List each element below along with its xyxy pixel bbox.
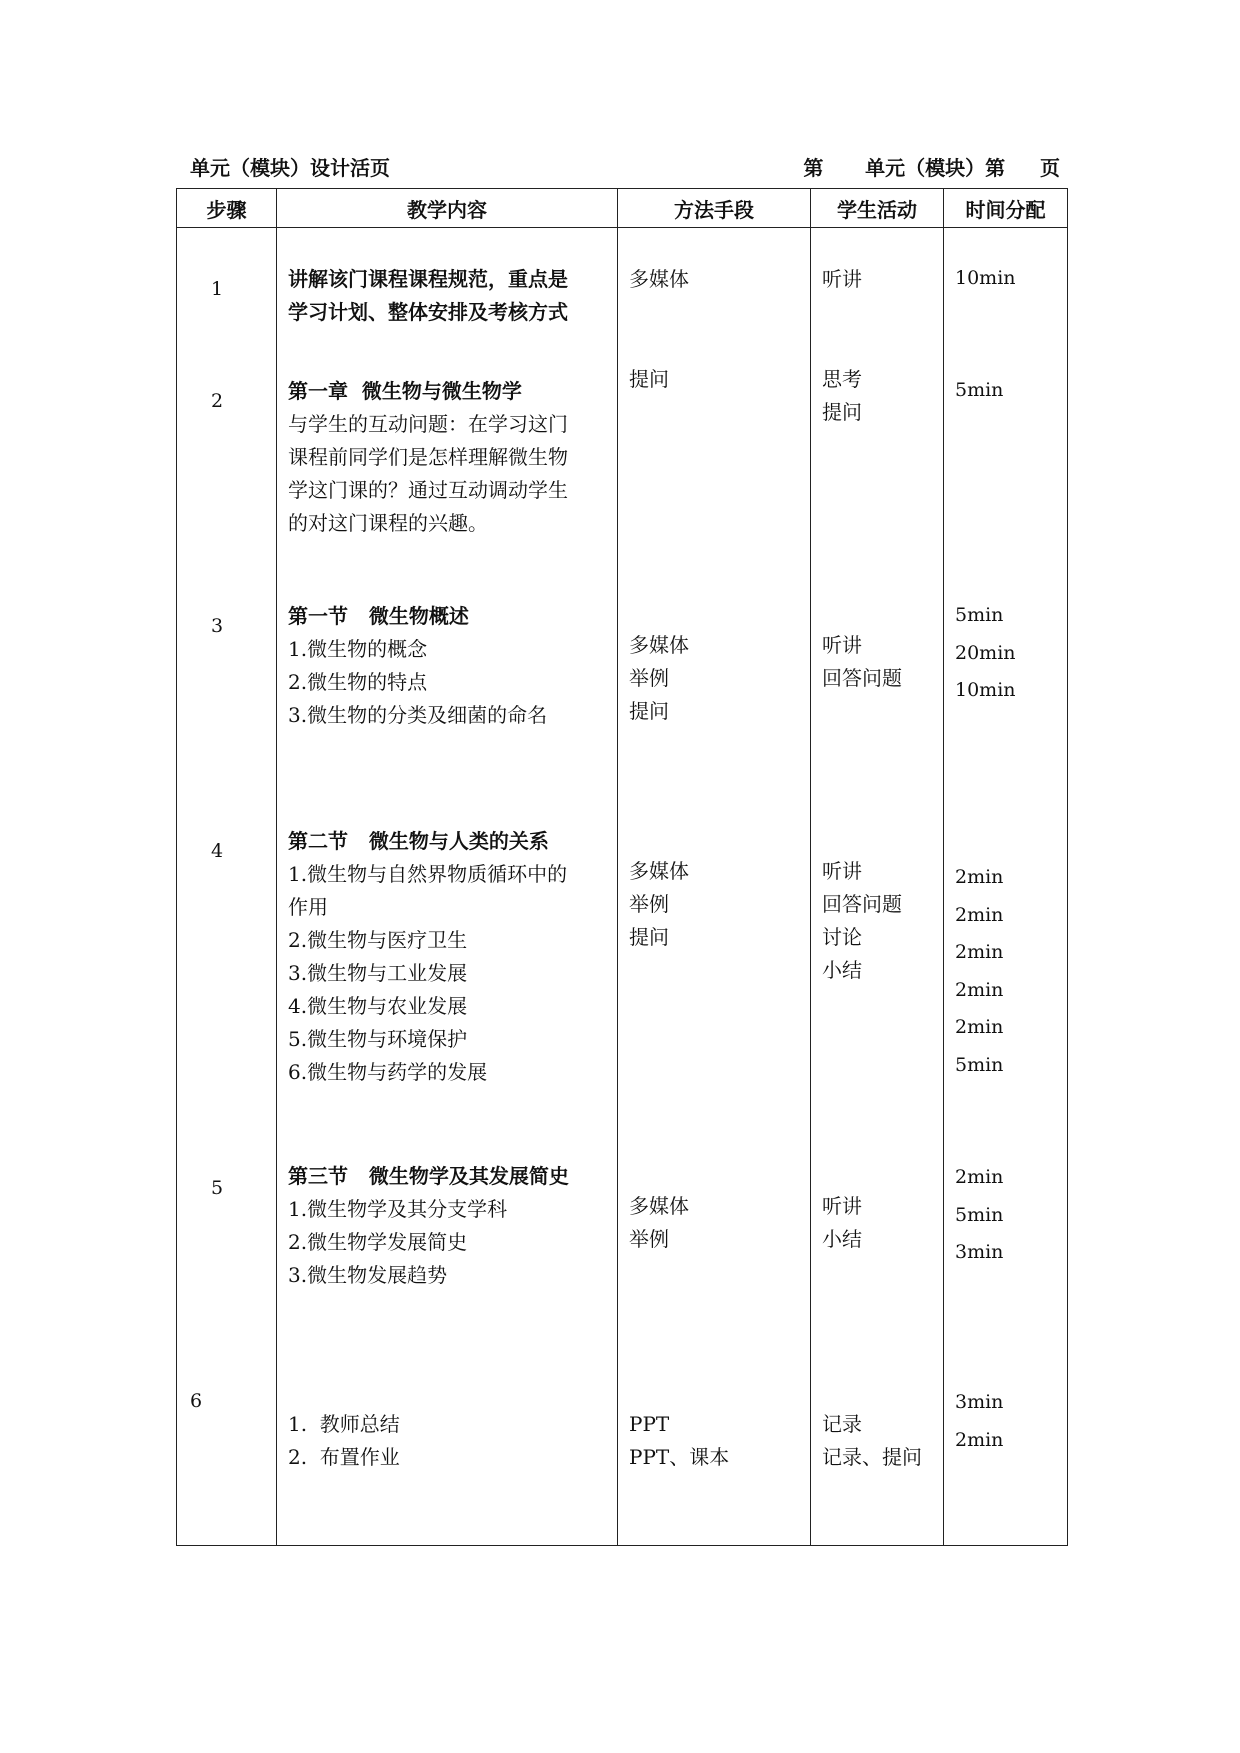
time-item: 2min — [955, 978, 1004, 1001]
step-2-activities — [822, 363, 862, 429]
column-header-step: 步骤 — [177, 189, 277, 228]
time-item: 2min — [955, 903, 1004, 926]
content-line: 的对这门课程的兴趣。 — [288, 511, 488, 535]
content-line: 4.微生物与农业发展 — [288, 994, 468, 1018]
step-6-methods — [629, 1408, 729, 1474]
time-item: 5min — [955, 1053, 1004, 1076]
header-row — [177, 189, 1068, 228]
time-item: 3min — [955, 1241, 1004, 1263]
content-title: 第一章 微生物与微生物学 — [288, 379, 522, 403]
time-item: 5min — [955, 1203, 1004, 1226]
content-line: 2. 布置作业 — [288, 1445, 400, 1469]
content-line: 1.微生物的概念 — [288, 637, 428, 661]
step-3-activities — [822, 629, 902, 695]
step-6-times — [955, 1384, 1003, 1459]
content-title: 讲解该门课程课程规范，重点是 — [288, 267, 568, 291]
content-line: 3.微生物的分类及细菌的命名 — [288, 703, 548, 727]
step-number: 5 — [211, 1177, 224, 1199]
time-item: 10min — [955, 267, 1016, 289]
content-line: 课程前同学们是怎样理解微生物 — [288, 445, 568, 469]
step-number: 4 — [211, 840, 224, 862]
column-header-activity: 学生活动 — [811, 189, 944, 228]
time-column — [944, 228, 1068, 1546]
method-item: 举例 — [629, 892, 669, 916]
time-item: 2min — [955, 1428, 1004, 1451]
step-2-methods — [629, 363, 669, 396]
step-6-activities — [822, 1408, 922, 1474]
time-item: 20min — [955, 641, 1016, 664]
content-line: 2.微生物与医疗卫生 — [288, 928, 468, 952]
step-1-content — [288, 263, 568, 329]
activity-column — [811, 228, 944, 1546]
content-title: 学习计划、整体安排及考核方式 — [288, 300, 568, 324]
activity-item: 小结 — [822, 1227, 862, 1251]
time-item: 2min — [955, 1166, 1004, 1188]
method-item: PPT、课本 — [629, 1445, 730, 1469]
activity-item: 听讲 — [822, 1194, 862, 1218]
content-line: 3.微生物发展趋势 — [288, 1263, 448, 1287]
content-column — [277, 228, 618, 1546]
content-line: 1.微生物与自然界物质循环中的 — [288, 862, 568, 886]
step-5-content — [288, 1160, 569, 1292]
method-item: 多媒体 — [629, 267, 689, 291]
activity-item: 回答问题 — [822, 892, 902, 916]
activity-item: 记录 — [822, 1412, 862, 1436]
lesson-plan-table — [176, 188, 1068, 1546]
method-item: 多媒体 — [629, 633, 689, 657]
form-title: 单元（模块）设计活页 — [190, 156, 390, 180]
activity-item: 讨论 — [822, 925, 862, 949]
step-1-activities — [822, 263, 862, 296]
activity-item: 听讲 — [822, 859, 862, 883]
step-number: 2 — [211, 390, 224, 412]
time-item: 3min — [955, 1391, 1004, 1413]
time-item: 2min — [955, 1016, 1004, 1038]
content-line: 与学生的互动问题：在学习这门 — [288, 412, 568, 436]
step-2-content — [288, 375, 568, 540]
content-line: 1.微生物学及其分支学科 — [288, 1197, 508, 1221]
method-item: 提问 — [629, 367, 669, 391]
step-1-methods — [629, 263, 689, 296]
method-column — [618, 228, 811, 1546]
step-number: 1 — [211, 278, 224, 300]
step-3-times — [955, 597, 1016, 710]
content-line: 2.微生物学发展简史 — [288, 1230, 468, 1254]
activity-item: 记录、提问 — [822, 1445, 922, 1469]
method-item: 举例 — [629, 666, 669, 690]
page-header — [190, 152, 1060, 184]
step-6-content — [288, 1408, 400, 1474]
step-3-methods — [629, 629, 689, 728]
method-item: 提问 — [629, 925, 669, 949]
table-row — [177, 228, 1068, 1546]
content-line: 2.微生物的特点 — [288, 670, 428, 694]
activity-item: 思考 — [822, 367, 862, 391]
content-line: 学这门课的？通过互动调动学生 — [288, 478, 568, 502]
content-title: 第一节 微生物概述 — [288, 604, 469, 628]
step-5-activities — [822, 1190, 862, 1256]
step-3-content — [288, 600, 547, 732]
method-item: 多媒体 — [629, 859, 689, 883]
activity-item: 听讲 — [822, 267, 862, 291]
time-item: 2min — [955, 866, 1004, 888]
content-title: 第三节 微生物学及其发展简史 — [288, 1164, 569, 1188]
step-column — [177, 228, 277, 1546]
step-4-methods — [629, 855, 689, 954]
step-5-times — [955, 1159, 1003, 1272]
method-item: 举例 — [629, 1227, 669, 1251]
activity-item: 听讲 — [822, 633, 862, 657]
method-item: 多媒体 — [629, 1194, 689, 1218]
step-4-activities — [822, 855, 902, 987]
content-line: 1. 教师总结 — [288, 1412, 400, 1436]
step-number: 6 — [190, 1390, 203, 1412]
time-item: 10min — [955, 679, 1016, 701]
time-item: 5min — [955, 604, 1004, 626]
content-line: 3.微生物与工业发展 — [288, 961, 468, 985]
step-4-times — [955, 859, 1003, 1084]
step-4-content — [288, 825, 567, 1089]
step-2-times — [955, 372, 1003, 410]
activity-item: 提问 — [822, 400, 862, 424]
step-1-times — [955, 260, 1016, 298]
content-line: 6.微生物与药学的发展 — [288, 1060, 488, 1084]
time-item: 2min — [955, 941, 1004, 963]
time-item: 5min — [955, 379, 1004, 401]
method-item: 提问 — [629, 699, 669, 723]
step-number: 3 — [211, 615, 224, 637]
step-5-methods — [629, 1190, 689, 1256]
content-title: 第二节 微生物与人类的关系 — [288, 829, 549, 853]
column-header-content: 教学内容 — [277, 189, 618, 228]
activity-item: 小结 — [822, 958, 862, 982]
column-header-time: 时间分配 — [944, 189, 1068, 228]
activity-item: 回答问题 — [822, 666, 902, 690]
unit-page-indicator: 第 单元（模块）第 页 — [803, 156, 1060, 180]
column-header-method: 方法手段 — [618, 189, 811, 228]
content-line: 作用 — [288, 895, 328, 919]
content-line: 5.微生物与环境保护 — [288, 1027, 468, 1051]
method-item: PPT — [629, 1412, 670, 1436]
